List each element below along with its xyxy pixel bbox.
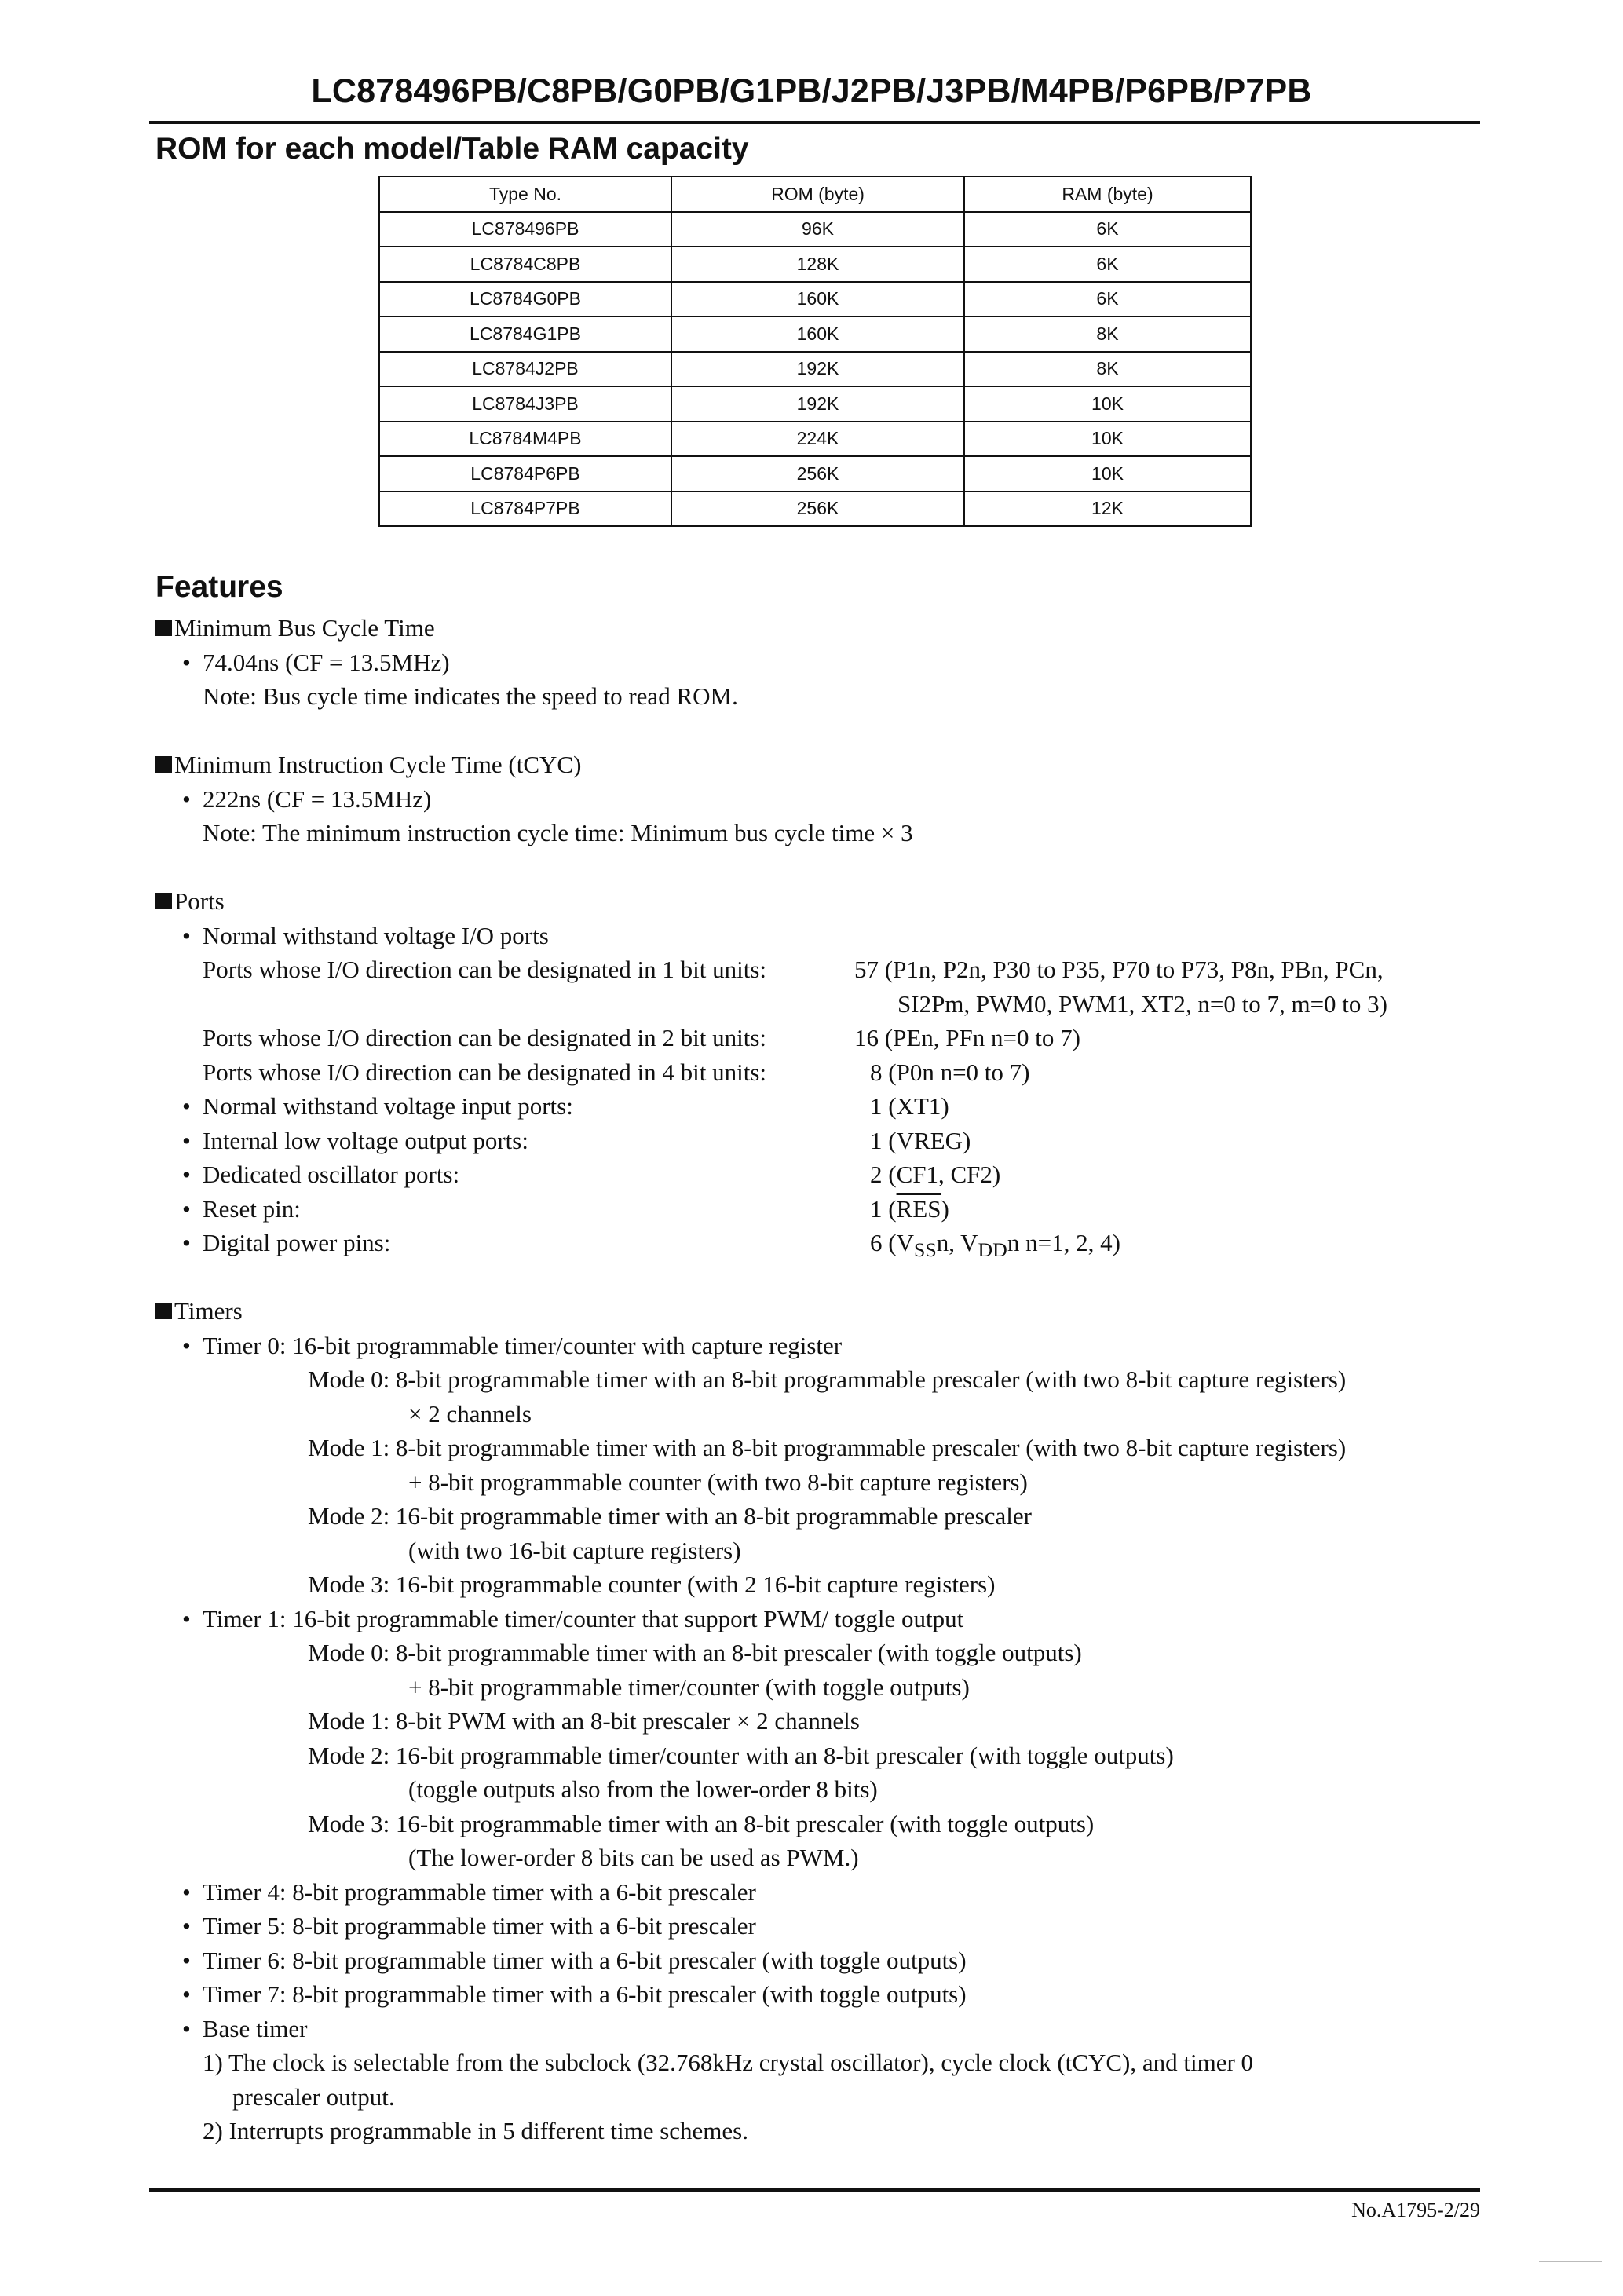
- bullet-icon: •: [182, 785, 191, 813]
- bullet-icon: •: [182, 922, 191, 949]
- timer0-mode1-cont: + 8-bit programmable counter (with two 8-bit capture registers): [408, 1468, 1028, 1496]
- input-ports-label-text: Normal withstand voltage input ports:: [203, 1092, 573, 1120]
- square-bullet-icon: [155, 620, 172, 636]
- bullet-icon: •: [182, 649, 191, 676]
- bullet-icon: •: [182, 1332, 191, 1359]
- min-bus-cycle-value-text: 74.04ns (CF = 13.5MHz): [203, 649, 450, 676]
- cell-rom: 192K: [671, 386, 964, 422]
- timer0: [182, 1329, 842, 1363]
- timer1-mode2-cont: (toggle outputs also from the lower-order 8 bits): [408, 1775, 878, 1803]
- base-timer-item-1: 1) The clock is selectable from the subclock (32.768kHz crystal oscillator), cycle clock (tCYC), and timer 0: [203, 2049, 1254, 2076]
- square-bullet-icon: [155, 1303, 172, 1319]
- osc-ports-value: 2 (CF1, CF2): [870, 1161, 1001, 1188]
- table-row: [379, 492, 1251, 527]
- cell-type: LC8784P7PB: [379, 492, 671, 527]
- bullet-icon: •: [182, 1127, 191, 1154]
- min-bus-cycle-title-text: Minimum Bus Cycle Time: [174, 614, 435, 642]
- power-pins-value: [870, 1226, 1120, 1267]
- input-ports-value: 1 (XT1): [870, 1092, 949, 1120]
- normal-io-ports-text: Normal withstand voltage I/O ports: [203, 922, 549, 949]
- cell-ram: 10K: [964, 456, 1251, 492]
- io1-label: Ports whose I/O direction can be designated in 1 bit units:: [203, 956, 767, 983]
- timers-title: [155, 1294, 243, 1329]
- timer1-mode1: Mode 1: 8-bit PWM with an 8-bit prescaler × 2 channels: [308, 1707, 860, 1735]
- bullet-icon: •: [182, 2015, 191, 2042]
- rom-ram-table: [378, 176, 1252, 527]
- timer1-mode3: Mode 3: 16-bit programmable timer with an 8-bit prescaler (with toggle outputs): [308, 1810, 1095, 1837]
- timer5-text: Timer 5: 8-bit programmable timer with a 6-bit prescaler: [203, 1912, 756, 1940]
- rom-section-heading: ROM for each model/Table RAM capacity: [155, 132, 749, 166]
- timer0-text: Timer 0: 16-bit programmable timer/counter with capture register: [203, 1332, 843, 1359]
- table-row: [379, 352, 1251, 387]
- base-timer-item-1-cont: prescaler output.: [232, 2083, 395, 2111]
- document-title: LC878496PB/C8PB/G0PB/G1PB/J2PB/J3PB/M4PB/P6PB/P7PB: [311, 72, 1312, 110]
- osc-ports-label: [182, 1157, 459, 1192]
- crop-mark-bottom-right: [1539, 2261, 1602, 2262]
- min-instr-cycle-note: Note: The minimum instruction cycle time: Minimum bus cycle time × 3: [203, 819, 913, 846]
- timer1-mode3-cont: (The lower-order 8 bits can be used as PWM.): [408, 1844, 859, 1871]
- cell-ram: 6K: [964, 212, 1251, 247]
- timer1-mode0-cont: + 8-bit programmable timer/counter (with toggle outputs): [408, 1673, 970, 1701]
- min-instr-cycle-value-text: 222ns (CF = 13.5MHz): [203, 785, 432, 813]
- cell-rom: 256K: [671, 492, 964, 527]
- power-pins-part-b: n, V: [936, 1229, 978, 1256]
- cell-ram: 6K: [964, 247, 1251, 282]
- io4-value: 8 (P0n n=0 to 7): [870, 1058, 1030, 1086]
- cell-type: LC8784J3PB: [379, 386, 671, 422]
- input-ports-label: [182, 1089, 573, 1124]
- min-instr-cycle-title-text: Minimum Instruction Cycle Time (tCYC): [174, 751, 582, 778]
- timer4: [182, 1875, 756, 1910]
- power-pins-part-c: n n=1, 2, 4): [1007, 1229, 1120, 1256]
- cell-type: LC8784J2PB: [379, 352, 671, 387]
- footer-rule: [149, 2188, 1480, 2192]
- io1-value: 57 (P1n, P2n, P30 to P35, P70 to P73, P8n, PBn, PCn,: [854, 956, 1384, 983]
- lowv-ports-label: [182, 1124, 528, 1158]
- table-row: [379, 282, 1251, 317]
- bullet-icon: •: [182, 1195, 191, 1223]
- bullet-icon: •: [182, 1980, 191, 2008]
- column-header-rom: ROM (byte): [671, 177, 964, 212]
- timer0-mode1: Mode 1: 8-bit programmable timer with an 8-bit programmable prescaler (with two 8-bit capture registers): [308, 1434, 1347, 1461]
- cell-ram: 12K: [964, 492, 1251, 527]
- reset-pin-value: [870, 1192, 949, 1227]
- cell-ram: 8K: [964, 352, 1251, 387]
- power-pins-label-text: Digital power pins:: [203, 1229, 391, 1256]
- timer7: [182, 1977, 967, 2012]
- bullet-icon: •: [182, 1878, 191, 1906]
- cell-ram: 6K: [964, 282, 1251, 317]
- timer0-mode0: Mode 0: 8-bit programmable timer with an 8-bit programmable prescaler (with two 8-bit capture registers): [308, 1366, 1347, 1393]
- timer1-text: Timer 1: 16-bit programmable timer/counter that support PWM/ toggle output: [203, 1605, 964, 1632]
- timer1-mode0: Mode 0: 8-bit programmable timer with an 8-bit prescaler (with toggle outputs): [308, 1639, 1082, 1666]
- reset-pin-name: $\overline{RES}$: [896, 1195, 941, 1223]
- normal-io-ports: [182, 919, 549, 953]
- bullet-icon: •: [182, 1161, 191, 1188]
- table-row: [379, 212, 1251, 247]
- ports-title: [155, 884, 225, 919]
- bullet-icon: •: [182, 1092, 191, 1120]
- cell-type: LC8784G1PB: [379, 316, 671, 352]
- osc-ports-label-text: Dedicated oscillator ports:: [203, 1161, 460, 1188]
- reset-pin-label: [182, 1192, 301, 1227]
- bullet-icon: •: [182, 1605, 191, 1632]
- timer6: [182, 1943, 967, 1978]
- cell-rom: 96K: [671, 212, 964, 247]
- column-header-type: Type No.: [379, 177, 671, 212]
- min-instr-cycle-title: [155, 748, 581, 782]
- reset-pin-label-text: Reset pin:: [203, 1195, 301, 1223]
- column-header-ram: RAM (byte): [964, 177, 1251, 212]
- cell-rom: 224K: [671, 422, 964, 457]
- table-row: [379, 386, 1251, 422]
- cell-rom: 256K: [671, 456, 964, 492]
- min-bus-cycle-value: [182, 645, 450, 680]
- base-timer-item-2: 2) Interrupts programmable in 5 different time schemes.: [203, 2117, 748, 2144]
- timer1-mode2: Mode 2: 16-bit programmable timer/counter with an 8-bit prescaler (with toggle outputs): [308, 1742, 1174, 1769]
- timer0-mode0-cont: × 2 channels: [408, 1400, 532, 1428]
- page-number: No.A1795-2/29: [1351, 2199, 1480, 2221]
- timers-title-text: Timers: [174, 1297, 243, 1325]
- timer1: [182, 1602, 963, 1636]
- base-timer: [182, 2012, 307, 2046]
- header-rule: [149, 121, 1480, 124]
- cell-type: LC878496PB: [379, 212, 671, 247]
- timer5: [182, 1909, 756, 1943]
- io1-value-cont: SI2Pm, PWM0, PWM1, XT2, n=0 to 7, m=0 to 3): [897, 990, 1387, 1018]
- io2-label: Ports whose I/O direction can be designated in 2 bit units:: [203, 1024, 767, 1051]
- timer7-text: Timer 7: 8-bit programmable timer with a 6-bit prescaler (with toggle outputs): [203, 1980, 967, 2008]
- timer4-text: Timer 4: 8-bit programmable timer with a 6-bit prescaler: [203, 1878, 756, 1906]
- power-pins-label: [182, 1226, 390, 1260]
- power-pins-vss-sub: SS: [913, 1238, 937, 1262]
- table-row: [379, 422, 1251, 457]
- cell-type: LC8784P6PB: [379, 456, 671, 492]
- table-row: [379, 247, 1251, 282]
- cell-rom: 160K: [671, 282, 964, 317]
- square-bullet-icon: [155, 756, 172, 773]
- timer6-text: Timer 6: 8-bit programmable timer with a 6-bit prescaler (with toggle outputs): [203, 1947, 967, 1974]
- cell-rom: 128K: [671, 247, 964, 282]
- table-row: [379, 456, 1251, 492]
- square-bullet-icon: [155, 893, 172, 909]
- cell-rom: 192K: [671, 352, 964, 387]
- cell-ram: 10K: [964, 386, 1251, 422]
- cell-rom: 160K: [671, 316, 964, 352]
- bullet-icon: •: [182, 1912, 191, 1940]
- bullet-icon: •: [182, 1947, 191, 1974]
- io4-label: Ports whose I/O direction can be designated in 4 bit units:: [203, 1058, 767, 1086]
- base-timer-text: Base timer: [203, 2015, 308, 2042]
- reset-pin-post: ): [941, 1195, 949, 1223]
- lowv-ports-value: 1 (VREG): [870, 1127, 971, 1154]
- min-bus-cycle-title: [155, 611, 435, 645]
- power-pins-vdd-sub: DD: [978, 1238, 1007, 1262]
- cell-type: LC8784M4PB: [379, 422, 671, 457]
- cell-type: LC8784G0PB: [379, 282, 671, 317]
- table-row: [379, 316, 1251, 352]
- min-bus-cycle-note: Note: Bus cycle time indicates the speed to read ROM.: [203, 682, 738, 710]
- features-heading: Features: [155, 570, 283, 604]
- power-pins-part-a: 6 (V: [870, 1229, 914, 1256]
- cell-ram: 8K: [964, 316, 1251, 352]
- min-instr-cycle-value: [182, 782, 431, 817]
- reset-pin-pre: 1 (: [870, 1195, 897, 1223]
- table-header-row: [379, 177, 1251, 212]
- timer0-mode3: Mode 3: 16-bit programmable counter (with 2 16-bit capture registers): [308, 1570, 996, 1598]
- io2-value: 16 (PEn, PFn n=0 to 7): [854, 1024, 1080, 1051]
- timer0-mode2-cont: (with two 16-bit capture registers): [408, 1537, 741, 1564]
- ports-title-text: Ports: [174, 887, 225, 915]
- lowv-ports-label-text: Internal low voltage output ports:: [203, 1127, 528, 1154]
- bullet-icon: •: [182, 1229, 191, 1256]
- cell-ram: 10K: [964, 422, 1251, 457]
- timer0-mode2: Mode 2: 16-bit programmable timer with an 8-bit programmable prescaler: [308, 1502, 1032, 1530]
- cell-type: LC8784C8PB: [379, 247, 671, 282]
